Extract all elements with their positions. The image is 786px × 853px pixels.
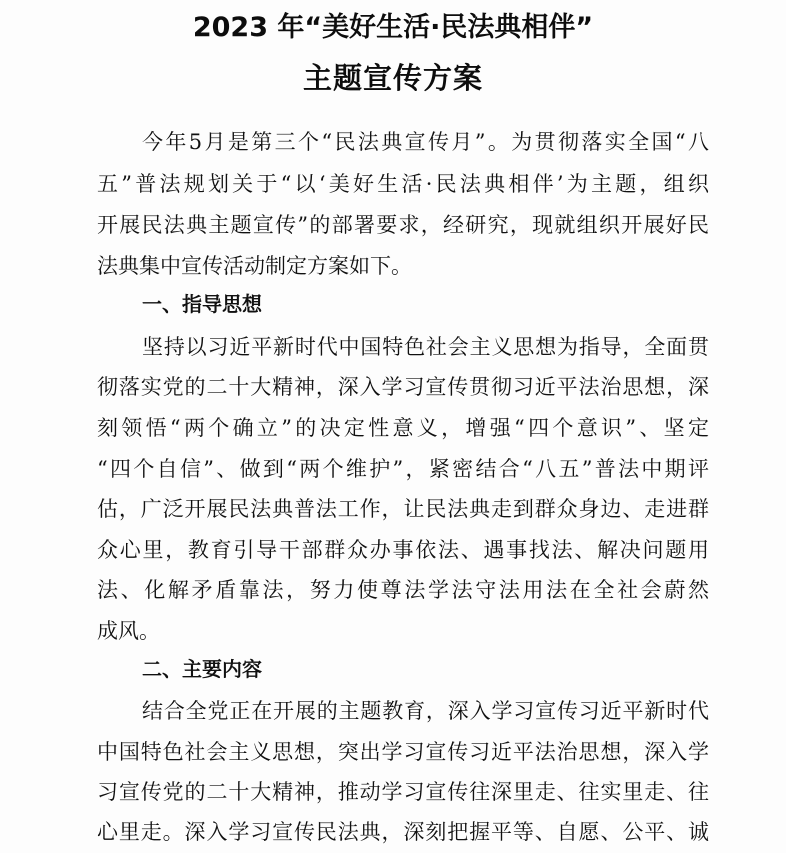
section-2-heading: 二、主要内容: [142, 657, 262, 681]
intro-line: 法典集中宣传活动制定方案如下。: [97, 254, 412, 278]
section-1-line: 刻领悟“两个确立”的决定性意义，增强“四个意识”、坚定: [97, 416, 709, 440]
document-title-line-1: 2023 年“美好生活·民法典相伴”: [192, 12, 594, 43]
document-title-line-2: 主题宣传方案: [302, 61, 483, 95]
section-1-line: 彻落实党的二十大精神，深入学习宣传贯彻习近平法治思想，深: [97, 375, 709, 399]
section-1-line: 估，广泛开展民法典普法工作，让民法典走到群众身边、走进群: [97, 497, 709, 521]
section-2-line: 中国特色社会主义思想，突出学习宣传习近平法治思想，深入学: [97, 740, 709, 764]
section-1-line: 坚持以习近平新时代中国特色社会主义思想为指导，全面贯: [142, 335, 709, 359]
section-2-line: 习宣传党的二十大精神，推动学习宣传往深里走、往实里走、往: [97, 780, 709, 804]
intro-line: 开展民法典主题宣传”的部署要求，经研究，现就组织开展好民: [97, 213, 709, 237]
section-1-heading: 一、指导思想: [142, 292, 262, 316]
section-1-line: 法、化解矛盾靠法，努力使尊法学法守法用法在全社会蔚然: [97, 578, 709, 602]
section-1-line: 成风。: [97, 619, 160, 643]
section-1-line: 众心里，教育引导干部群众办事依法、遇事找法、解决问题用: [97, 538, 709, 562]
intro-line: 五”普法规划关于“以‘美好生活·民法典相伴’为主题，组织: [97, 172, 709, 196]
section-2-line: 心里走。深入学习宣传民法典，深刻把握平等、自愿、公平、诚: [97, 820, 709, 844]
section-1-line: “四个自信”、做到“两个维护”，紧密结合“八五”普法中期评: [97, 457, 709, 481]
section-2-line: 结合全党正在开展的主题教育，深入学习宣传习近平新时代: [142, 699, 709, 723]
intro-line: 今年5月是第三个“民法典宣传月”。为贯彻落实全国“八: [142, 130, 709, 154]
